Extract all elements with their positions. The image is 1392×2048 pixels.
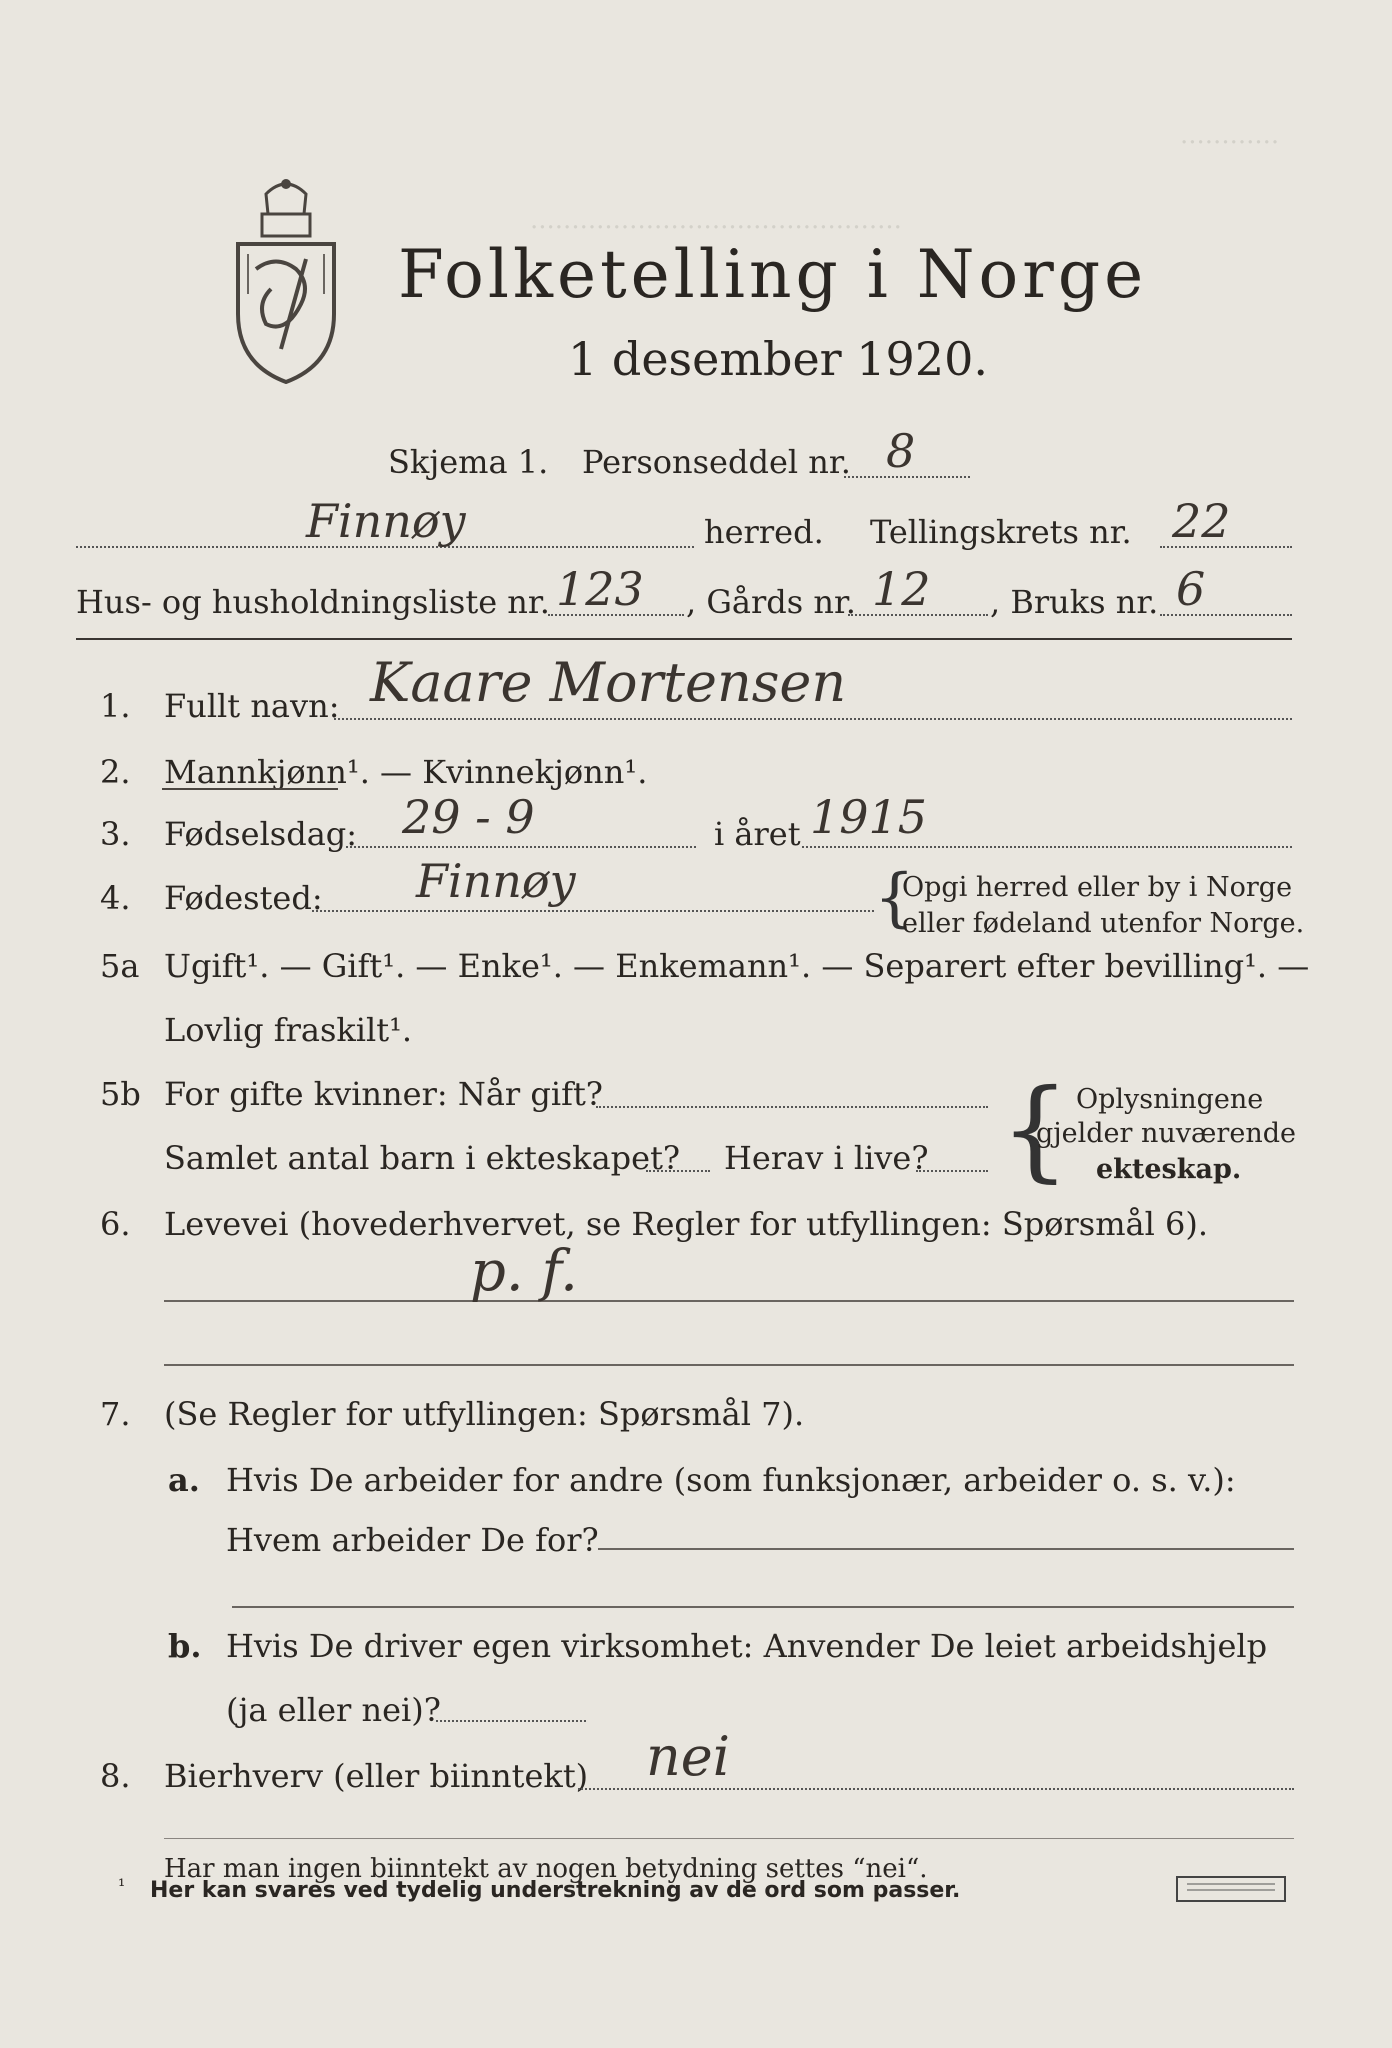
q3-value: 29 - 9 [402, 790, 535, 844]
q7-number: 7. [100, 1395, 131, 1433]
q5b-brace: { [1000, 1065, 1070, 1193]
q5b-label: For gifte kvinner: Når gift? [164, 1075, 603, 1113]
tellingskrets-value: 22 [1172, 494, 1231, 548]
q5b-label-2: Samlet antal barn i ekteskapet? [164, 1139, 681, 1177]
q5a-number: 5a [100, 947, 140, 985]
q5b-alive-line [916, 1170, 988, 1172]
q6-number: 6. [100, 1205, 131, 1243]
skjema-label: Skjema 1. [388, 443, 549, 481]
q4-note-2: eller fødeland utenfor Norge. [902, 908, 1305, 939]
form-title: Folketelling i Norge [398, 236, 1148, 313]
q8-label: Bierhverv (eller biinntekt) [164, 1757, 589, 1795]
q3-year-label: i året [714, 815, 801, 853]
q6-line-1 [164, 1300, 1294, 1302]
gards-value: 12 [872, 562, 931, 616]
footnote: Her kan svares ved tydelig understrekning av de ord som passer. [150, 1878, 961, 1903]
q5b-note-1: Oplysningene [1076, 1084, 1264, 1115]
footer-note: Har man ingen biinntekt av nogen betydning settes “nei“. [164, 1854, 928, 1884]
q7a-label-2: Hvem arbeider De for? [226, 1521, 599, 1559]
tellingskrets-label: Tellingskrets nr. [870, 513, 1132, 551]
bruks-label: , Bruks nr. [990, 583, 1159, 621]
q2-number: 2. [100, 753, 131, 791]
bleed-through-text: ............................................. [530, 205, 902, 235]
q8-value: nei [646, 1725, 731, 1788]
q7b-line [436, 1720, 586, 1722]
q7b-label: Hvis De driver egen virksomhet: Anvender De leiet arbeidshjelp [226, 1627, 1268, 1665]
q7b-letter: b. [168, 1627, 202, 1665]
q1-number: 1. [100, 687, 131, 725]
q5b-when-line [596, 1106, 988, 1108]
q7a-letter: a. [168, 1461, 200, 1499]
q7a-line-2 [232, 1606, 1294, 1608]
q3-label: Fødselsdag: [164, 815, 358, 853]
personseddel-value: 8 [886, 424, 916, 478]
q4-line [312, 910, 874, 912]
q3-year-value: 1915 [810, 790, 928, 844]
q1-value: Kaare Mortensen [370, 651, 847, 714]
q4-note-1: Opgi herred eller by i Norge [902, 872, 1293, 903]
q6-label: Levevei (hovederhvervet, se Regler for utfyllingen: Spørsmål 6). [164, 1205, 1209, 1243]
header-divider [76, 638, 1292, 640]
q4-label: Fødested: [164, 879, 323, 917]
q8-number: 8. [100, 1757, 131, 1795]
q7b-label-2: (ja eller nei)? [226, 1691, 441, 1729]
q5b-label-3: Herav i live? [724, 1139, 929, 1177]
norway-coat-of-arms-icon [226, 174, 346, 384]
q2-underline-mannkjonn [162, 788, 338, 790]
q2-label: Mannkjønn¹. — Kvinnekjønn¹. [164, 753, 648, 791]
q4-brace: { [874, 861, 915, 935]
bleed-through-text: ............ [1180, 120, 1280, 150]
q6-line-2 [164, 1364, 1294, 1366]
q5b-note-2: gjelder nuværende [1036, 1118, 1296, 1149]
q7a-line-1 [598, 1548, 1294, 1550]
herred-label: herred. [704, 513, 824, 551]
q4-value: Finnøy [416, 854, 576, 908]
gards-label: , Gårds nr. [686, 583, 856, 621]
q3-year-line [802, 846, 1292, 848]
printer-stamp-icon [1176, 1876, 1286, 1902]
q4-number: 4. [100, 879, 131, 917]
personseddel-label: Personseddel nr. [582, 443, 851, 481]
q5b-note-3: ekteskap. [1096, 1154, 1242, 1185]
hus-value: 123 [556, 562, 644, 616]
q5a-label: Ugift¹. — Gift¹. — Enke¹. — Enkemann¹. — Separert efter bevilling¹. — [164, 947, 1310, 985]
footnote-mark: ¹ [118, 1876, 126, 1897]
q6-value: p. f. [470, 1239, 578, 1304]
q8-line [578, 1788, 1294, 1790]
census-date: 1 desember 1920. [568, 332, 988, 386]
q1-label: Fullt navn: [164, 687, 340, 725]
q5b-number: 5b [100, 1075, 141, 1113]
q1-line [334, 718, 1292, 720]
q5a-label-2: Lovlig fraskilt¹. [164, 1011, 413, 1049]
q7a-label: Hvis De arbeider for andre (som funksjonær, arbeider o. s. v.): [226, 1461, 1236, 1499]
q3-line [346, 846, 696, 848]
herred-value: Finnøy [306, 494, 466, 548]
q5b-children-line [646, 1170, 710, 1172]
hus-label: Hus- og husholdningsliste nr. [76, 583, 550, 621]
bruks-value: 6 [1176, 562, 1206, 616]
q3-number: 3. [100, 815, 131, 853]
footer-divider [164, 1838, 1294, 1839]
q7-label: (Se Regler for utfyllingen: Spørsmål 7). [164, 1395, 805, 1433]
